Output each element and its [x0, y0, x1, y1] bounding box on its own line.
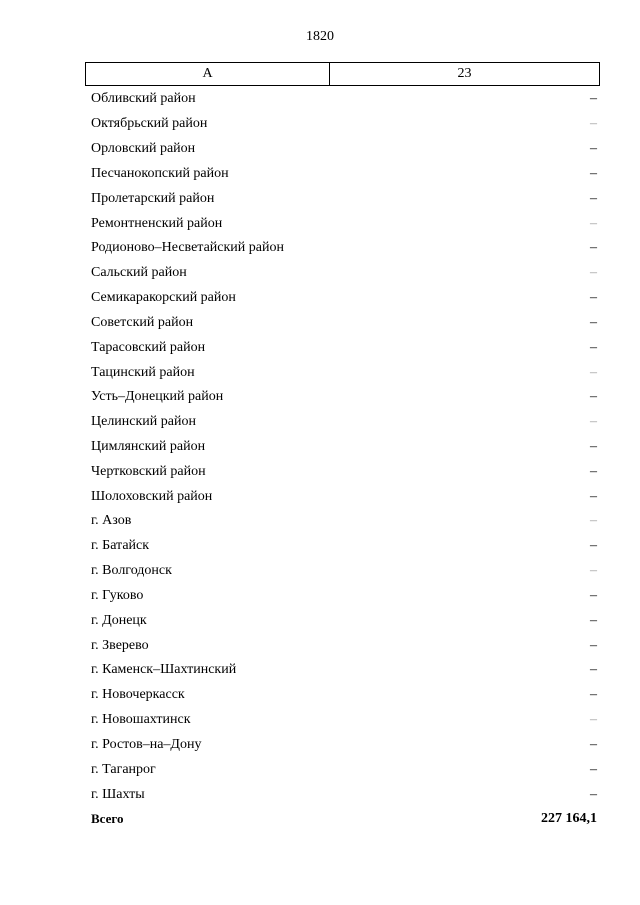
- row-value: –: [590, 141, 597, 157]
- table-row: [91, 584, 597, 609]
- table-row: [91, 186, 597, 211]
- row-value: –: [590, 637, 597, 653]
- row-name: Целинский район: [91, 414, 196, 430]
- table-row: [91, 484, 597, 509]
- row-name: Тарасовский район: [91, 339, 206, 355]
- table-row: [91, 683, 597, 708]
- table-row: [91, 459, 597, 484]
- row-value: –: [590, 538, 597, 554]
- header-col-a: А: [86, 63, 330, 85]
- row-value: –: [590, 761, 597, 777]
- row-name: г. Таганрог: [91, 761, 156, 777]
- row-name: г. Шахты: [91, 786, 145, 802]
- table-row: [91, 286, 597, 311]
- table-row: [91, 161, 597, 186]
- row-value: –: [590, 687, 597, 703]
- table-row: [91, 385, 597, 410]
- table-row: [91, 236, 597, 261]
- row-value: –: [590, 165, 597, 181]
- row-name: г. Каменск–Шахтинский: [91, 662, 237, 678]
- row-name: Обливский район: [91, 91, 196, 107]
- row-value: –: [590, 215, 597, 231]
- row-name: Семикаракорский район: [91, 290, 236, 306]
- row-name: г. Гуково: [91, 587, 144, 603]
- table-row: [91, 658, 597, 683]
- total-label: Всего: [91, 811, 124, 827]
- header-col-b: 23: [457, 66, 472, 81]
- row-value: –: [590, 265, 597, 281]
- row-name: г. Батайск: [91, 538, 150, 554]
- page-number: 1820: [306, 29, 334, 44]
- row-name: Шолоховский район: [91, 488, 213, 504]
- row-value: –: [590, 563, 597, 579]
- row-name: г. Волгодонск: [91, 563, 172, 579]
- table-row: [91, 782, 597, 807]
- row-value: –: [590, 389, 597, 405]
- table-row: [91, 633, 597, 658]
- table-row: [91, 211, 597, 236]
- row-name: Октябрьский район: [91, 116, 208, 132]
- table-body: [91, 87, 597, 831]
- table-row: [91, 708, 597, 733]
- row-name: Тацинский район: [91, 364, 195, 380]
- row-value: –: [590, 662, 597, 678]
- table-row: [91, 559, 597, 584]
- table-row: [91, 435, 597, 460]
- table-row: [91, 608, 597, 633]
- row-value: –: [590, 240, 597, 256]
- table-row: [91, 534, 597, 559]
- row-name: Родионово–Несветайский район: [91, 240, 284, 256]
- row-name: Пролетарский район: [91, 190, 215, 206]
- row-value: –: [590, 513, 597, 529]
- row-name: Ремонтненский район: [91, 215, 223, 231]
- row-value: –: [590, 786, 597, 802]
- table-row: [91, 757, 597, 782]
- row-name: г. Новочеркасск: [91, 687, 185, 703]
- row-name: Чертковский район: [91, 463, 206, 479]
- row-name: Сальский район: [91, 265, 187, 281]
- table-row: [91, 112, 597, 137]
- total-row: [91, 807, 597, 831]
- table-row: [91, 360, 597, 385]
- row-value: –: [590, 414, 597, 430]
- row-name: Усть–Донецкий район: [91, 389, 224, 405]
- row-value: –: [590, 290, 597, 306]
- table-row: [91, 87, 597, 112]
- row-name: г. Ростов–на–Дону: [91, 736, 202, 752]
- table-row: [91, 733, 597, 758]
- row-name: г. Зверево: [91, 637, 149, 653]
- row-value: –: [590, 190, 597, 206]
- row-name: г. Новошахтинск: [91, 712, 191, 728]
- row-value: –: [590, 736, 597, 752]
- row-value: –: [590, 339, 597, 355]
- row-value: –: [590, 612, 597, 628]
- row-name: Орловский район: [91, 141, 196, 157]
- row-value: –: [590, 364, 597, 380]
- row-name: г. Азов: [91, 513, 132, 529]
- table-header: [85, 62, 600, 86]
- table-row: [91, 509, 597, 534]
- row-value: –: [590, 314, 597, 330]
- row-name: Советский район: [91, 314, 194, 330]
- row-value: –: [590, 712, 597, 728]
- total-value: 227 164,1: [541, 811, 597, 827]
- table-row: [91, 335, 597, 360]
- row-name: Цимлянский район: [91, 439, 206, 454]
- row-value: –: [590, 91, 597, 107]
- row-value: –: [590, 463, 597, 479]
- table-row: [91, 261, 597, 286]
- row-name: Песчанокопский район: [91, 165, 229, 181]
- table-row: [91, 137, 597, 162]
- table-row: [91, 310, 597, 335]
- row-value: –: [590, 587, 597, 603]
- row-name: г. Донецк: [91, 612, 147, 628]
- table-row: [91, 410, 597, 435]
- row-value: –: [590, 439, 597, 454]
- row-value: –: [590, 488, 597, 504]
- row-value: –: [590, 116, 597, 132]
